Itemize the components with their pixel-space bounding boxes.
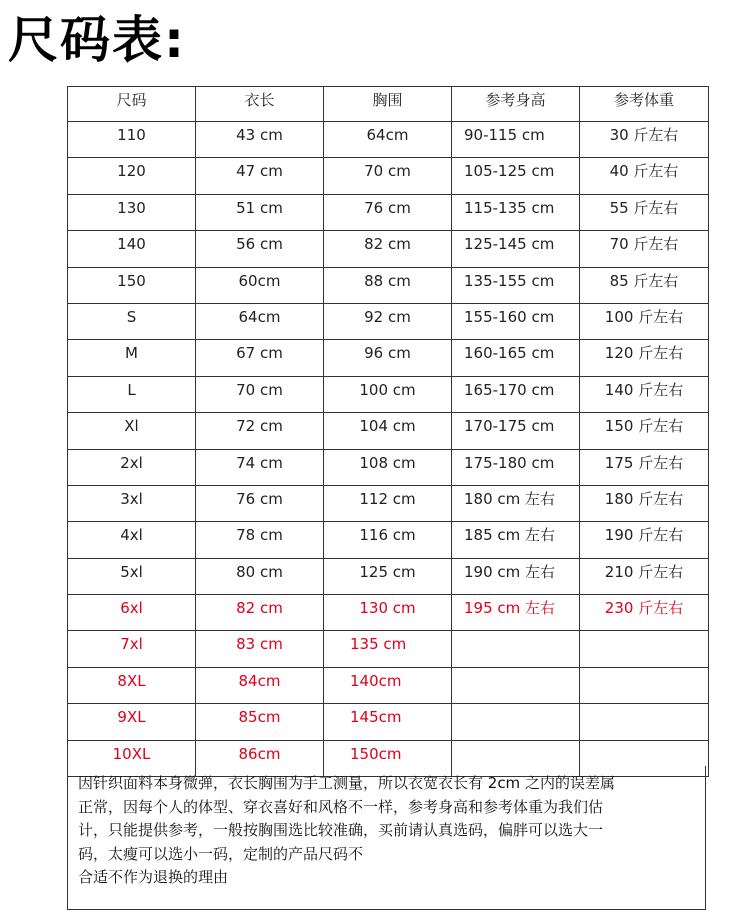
cell-chest: 130 cm [324, 595, 452, 631]
cell-chest: 150cm [324, 740, 452, 776]
cell-weight: 30 斤左右 [580, 122, 709, 158]
cell-chest: 135 cm [324, 631, 452, 667]
cell-size: 5xl [68, 558, 196, 594]
cell-weight [580, 704, 709, 740]
cell-chest: 100 cm [324, 376, 452, 412]
cell-size: Xl [68, 413, 196, 449]
cell-length: 83 cm [196, 631, 324, 667]
cell-weight [580, 667, 709, 703]
cell-length: 67 cm [196, 340, 324, 376]
header-length: 衣长 [196, 87, 324, 122]
cell-height: 185 cm 左右 [452, 522, 580, 558]
cell-weight: 150 斤左右 [580, 413, 709, 449]
cell-length: 72 cm [196, 413, 324, 449]
table-row [68, 704, 709, 740]
cell-size: 7xl [68, 631, 196, 667]
header-chest: 胸围 [324, 87, 452, 122]
cell-length: 60cm [196, 267, 324, 303]
cell-chest: 92 cm [324, 303, 452, 339]
table-row [68, 558, 709, 594]
header-weight: 参考体重 [580, 87, 709, 122]
note-line: 正常，因每个人的体型、穿衣喜好和风格不一样，参考身高和参考体重为我们估 [78, 797, 604, 816]
cell-size: M [68, 340, 196, 376]
cell-weight: 230 斤左右 [580, 595, 709, 631]
table-row [68, 595, 709, 631]
cell-weight: 120 斤左右 [580, 340, 709, 376]
cell-weight: 70 斤左右 [580, 231, 709, 267]
cell-length: 86cm [196, 740, 324, 776]
table-row [68, 122, 709, 158]
header-height: 参考身高 [452, 87, 580, 122]
cell-height: 115-135 cm [452, 194, 580, 230]
cell-weight: 40 斤左右 [580, 158, 709, 194]
cell-height: 90-115 cm [452, 122, 580, 158]
table-row [68, 522, 709, 558]
size-chart-table [67, 86, 709, 777]
note-line: 合适不作为退换的理由 [78, 868, 229, 886]
cell-chest: 108 cm [324, 449, 452, 485]
cell-weight: 180 斤左右 [580, 485, 709, 521]
cell-height: 125-145 cm [452, 231, 580, 267]
cell-height: 190 cm 左右 [452, 558, 580, 594]
cell-length: 74 cm [196, 449, 324, 485]
cell-height: 135-155 cm [452, 267, 580, 303]
cell-height [452, 704, 580, 740]
table-row [68, 376, 709, 412]
cell-chest: 112 cm [324, 485, 452, 521]
table-row [68, 449, 709, 485]
table-body [68, 122, 709, 777]
cell-length: 43 cm [196, 122, 324, 158]
cell-height [452, 667, 580, 703]
cell-height: 175-180 cm [452, 449, 580, 485]
cell-size: 9XL [68, 704, 196, 740]
cell-size: 120 [68, 158, 196, 194]
cell-chest: 125 cm [324, 558, 452, 594]
cell-size: 6xl [68, 595, 196, 631]
cell-size: 8XL [68, 667, 196, 703]
cell-size: 140 [68, 231, 196, 267]
table-row [68, 667, 709, 703]
table-row [68, 631, 709, 667]
cell-chest: 145cm [324, 704, 452, 740]
cell-size: 3xl [68, 485, 196, 521]
cell-chest: 104 cm [324, 413, 452, 449]
cell-length: 70 cm [196, 376, 324, 412]
table-row [68, 158, 709, 194]
cell-length: 56 cm [196, 231, 324, 267]
cell-weight: 210 斤左右 [580, 558, 709, 594]
cell-chest: 70 cm [324, 158, 452, 194]
table-row [68, 340, 709, 376]
cell-weight: 55 斤左右 [580, 194, 709, 230]
cell-height: 165-170 cm [452, 376, 580, 412]
cell-chest: 76 cm [324, 194, 452, 230]
cell-size: S [68, 303, 196, 339]
cell-weight [580, 631, 709, 667]
table-row [68, 303, 709, 339]
cell-length: 85cm [196, 704, 324, 740]
cell-size: 110 [68, 122, 196, 158]
cell-length: 82 cm [196, 595, 324, 631]
table-row [68, 231, 709, 267]
header-size: 尺码 [68, 87, 196, 122]
cell-chest: 96 cm [324, 340, 452, 376]
cell-size: 130 [68, 194, 196, 230]
note-line: 码，太瘦可以选小一码，定制的产品尺码不 [78, 844, 364, 863]
cell-size: 2xl [68, 449, 196, 485]
size-note [67, 766, 706, 910]
cell-weight: 85 斤左右 [580, 267, 709, 303]
cell-size: 10XL [68, 740, 196, 776]
cell-height: 195 cm 左右 [452, 595, 580, 631]
cell-weight: 100 斤左右 [580, 303, 709, 339]
cell-height: 105-125 cm [452, 158, 580, 194]
cell-weight: 140 斤左右 [580, 376, 709, 412]
cell-height: 160-165 cm [452, 340, 580, 376]
table-row [68, 194, 709, 230]
cell-chest: 82 cm [324, 231, 452, 267]
cell-length: 80 cm [196, 558, 324, 594]
cell-length: 47 cm [196, 158, 324, 194]
cell-size: L [68, 376, 196, 412]
cell-weight: 175 斤左右 [580, 449, 709, 485]
cell-weight: 190 斤左右 [580, 522, 709, 558]
cell-chest: 140cm [324, 667, 452, 703]
note-line: 因针织面料本身微弹，衣长胸围为手工测量，所以衣宽衣长有 2cm 之内的误差属 [78, 774, 615, 792]
cell-chest: 88 cm [324, 267, 452, 303]
cell-length: 78 cm [196, 522, 324, 558]
cell-height: 170-175 cm [452, 413, 580, 449]
cell-length: 76 cm [196, 485, 324, 521]
cell-chest: 116 cm [324, 522, 452, 558]
cell-chest: 64cm [324, 122, 452, 158]
table-row [68, 267, 709, 303]
page-title: 尺码表: [8, 11, 186, 69]
cell-height: 155-160 cm [452, 303, 580, 339]
cell-height: 180 cm 左右 [452, 485, 580, 521]
table-row [68, 485, 709, 521]
cell-height [452, 631, 580, 667]
table-header-row [68, 87, 709, 122]
note-line: 计，只能提供参考，一般按胸围选比较准确，买前请认真选码，偏胖可以选大一 [78, 821, 604, 839]
cell-size: 150 [68, 267, 196, 303]
cell-length: 51 cm [196, 194, 324, 230]
table-row [68, 413, 709, 449]
cell-length: 64cm [196, 303, 324, 339]
cell-size: 4xl [68, 522, 196, 558]
cell-length: 84cm [196, 667, 324, 703]
